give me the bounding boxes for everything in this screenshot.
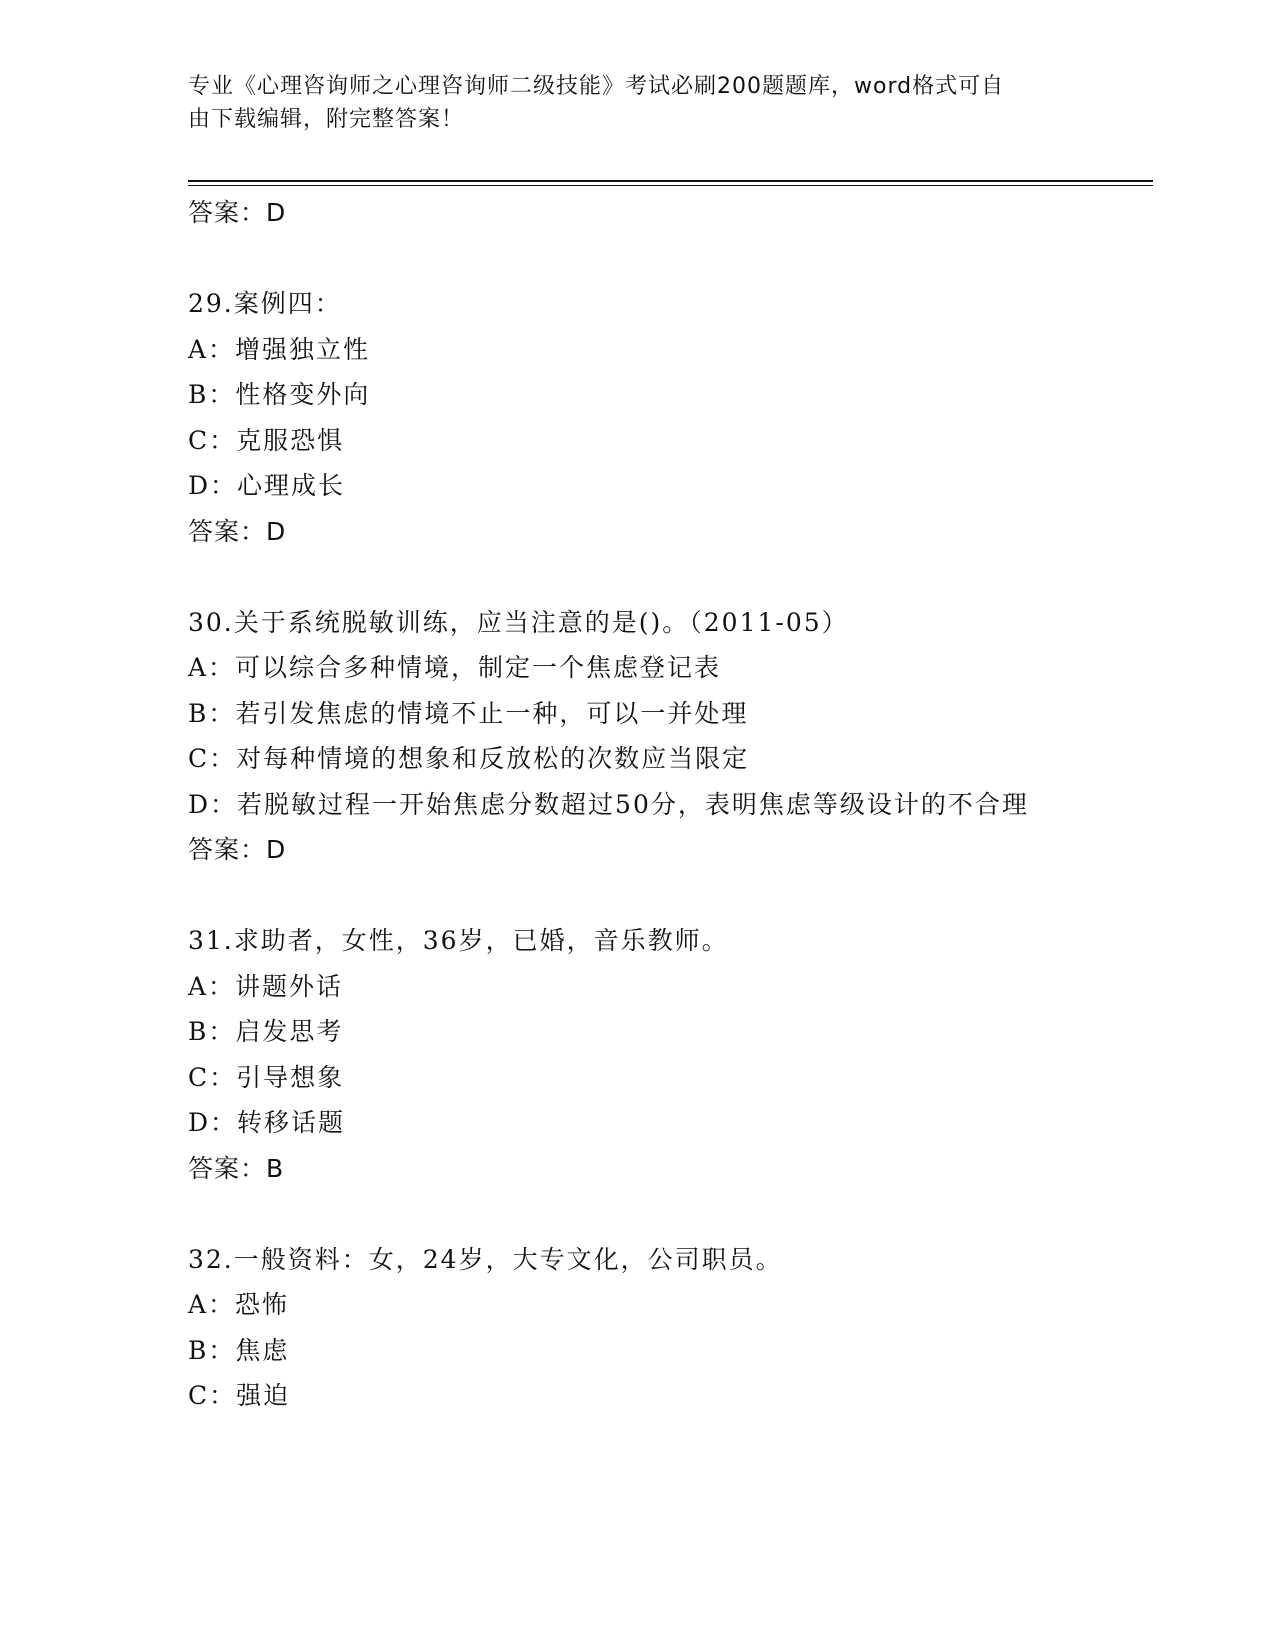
option-a: A：可以综合多种情境，制定一个焦虑登记表 bbox=[188, 653, 722, 682]
spacer bbox=[188, 873, 1068, 919]
header-rule-thin bbox=[188, 185, 1153, 186]
spacer bbox=[188, 1191, 1068, 1237]
question-30 bbox=[188, 600, 1068, 873]
option-b: B：若引发焦虑的情境不止一种，可以一并处理 bbox=[188, 698, 749, 728]
option-c: C：强迫 bbox=[188, 1381, 291, 1410]
option-a: A：恐怖 bbox=[188, 1290, 290, 1319]
option-d: D：心理成长 bbox=[188, 471, 346, 500]
header-line-2: 由下载编辑，附完整答案！ bbox=[188, 107, 465, 132]
header-rule-thick bbox=[188, 180, 1153, 182]
question-32 bbox=[188, 1237, 1068, 1419]
answer-line: 答案：B bbox=[188, 1153, 285, 1183]
spacer bbox=[188, 554, 1068, 600]
option-c: C：克服恐惧 bbox=[188, 425, 345, 455]
option-b: B：启发思考 bbox=[188, 1017, 344, 1046]
header-line-1: 专业《心理咨询师之心理咨询师二级技能》考试必刷200题题库，word格式可自 bbox=[188, 74, 1005, 99]
question-29 bbox=[188, 281, 1068, 554]
option-c: C：对每种情境的想象和反放松的次数应当限定 bbox=[188, 744, 750, 773]
document-header bbox=[188, 70, 1068, 136]
option-b: B：焦虑 bbox=[188, 1335, 290, 1365]
option-a: A：增强独立性 bbox=[188, 334, 371, 364]
answer-line: 答案：D bbox=[188, 835, 287, 864]
spacer bbox=[188, 236, 1068, 282]
document-body bbox=[188, 190, 1068, 1419]
option-a: A：讲题外话 bbox=[188, 971, 344, 1001]
question-stem: 32.一般资料：女，24岁，大专文化，公司职员。 bbox=[188, 1244, 783, 1274]
answer-line: 答案：D bbox=[188, 516, 287, 546]
option-d: D：若脱敏过程一开始焦虑分数超过50分，表明焦虑等级设计的不合理 bbox=[188, 789, 1029, 819]
question-stem: 31.求助者，女性，36岁，已婚，音乐教师。 bbox=[188, 926, 729, 955]
option-b: B：性格变外向 bbox=[188, 380, 371, 409]
question-stem: 30.关于系统脱敏训练，应当注意的是()。（2011-05） bbox=[188, 607, 849, 637]
question-31 bbox=[188, 918, 1068, 1191]
option-d: D：转移话题 bbox=[188, 1108, 346, 1137]
answer-line: 答案：D bbox=[188, 198, 287, 227]
question-stem: 29.案例四： bbox=[188, 289, 342, 318]
option-c: C：引导想象 bbox=[188, 1062, 345, 1092]
